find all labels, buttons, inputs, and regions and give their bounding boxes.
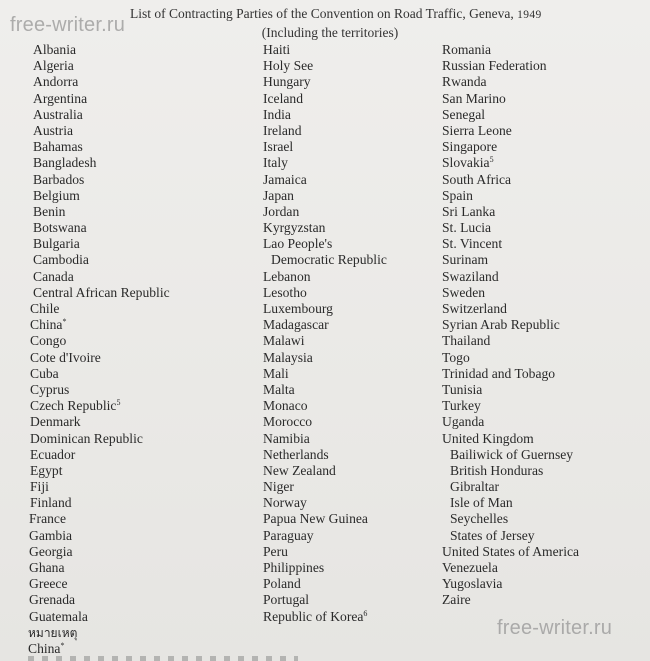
country-entry — [33, 91, 170, 107]
country-entry — [442, 155, 579, 171]
country-entry — [30, 447, 170, 463]
footnote-mark: 5 — [116, 398, 121, 408]
country-name: Belgium — [33, 187, 80, 203]
country-entry — [263, 91, 387, 107]
country-entry — [442, 431, 579, 447]
country-entry — [263, 414, 387, 430]
country-name: Togo — [442, 349, 470, 365]
country-entry — [442, 220, 579, 236]
country-name: Seychelles — [450, 511, 509, 527]
country-entry — [442, 204, 579, 220]
country-entry — [442, 463, 579, 479]
country-name: Cote d'Ivoire — [30, 349, 101, 365]
country-name: Georgia — [29, 543, 73, 559]
country-name: Niger — [263, 479, 294, 495]
country-name: Grenada — [29, 592, 76, 608]
country-name: Yugoslavia — [442, 576, 503, 592]
country-entry — [263, 252, 387, 268]
footnote-mark: 6 — [363, 608, 368, 618]
country-entry — [263, 544, 387, 560]
country-name: Namibia — [263, 430, 310, 446]
country-entry — [442, 42, 579, 58]
country-name: Argentina — [33, 90, 88, 106]
country-name: Romania — [442, 42, 492, 57]
country-entry — [442, 544, 579, 560]
country-name: Iceland — [263, 90, 303, 106]
country-entry — [263, 350, 387, 366]
country-name: Isle of Man — [450, 495, 513, 511]
title-text: List of Contracting Parties of the Convention on Road Traffic, Geneva, — [130, 6, 514, 21]
country-name: Bahamas — [33, 139, 83, 155]
country-name: Denmark — [30, 414, 81, 430]
title-year: 1949 — [517, 9, 542, 21]
country-name: Andorra — [33, 74, 79, 90]
country-entry — [442, 528, 579, 544]
country-entry — [442, 107, 579, 123]
country-entry — [263, 204, 387, 220]
watermark-top: free-writer.ru — [10, 14, 126, 36]
country-name: Dominican Republic — [30, 430, 143, 446]
country-name: Sierra Leone — [442, 122, 512, 138]
country-entry — [263, 42, 387, 58]
country-name: San Marino — [442, 90, 506, 106]
country-name: Switzerland — [442, 301, 507, 316]
country-name: Luxembourg — [263, 301, 333, 316]
country-entry — [29, 609, 170, 625]
country-entry — [30, 382, 170, 398]
country-entry — [33, 204, 170, 220]
country-column-3 — [442, 42, 579, 609]
country-entry — [442, 495, 579, 511]
country-entry — [263, 317, 387, 333]
country-name: Poland — [263, 576, 301, 592]
country-entry — [29, 544, 170, 560]
country-name: Bailiwick of Guernsey — [450, 446, 574, 462]
country-name: Benin — [33, 203, 66, 219]
country-entry — [442, 382, 579, 398]
country-name: Botswana — [33, 220, 87, 236]
country-name: Sweden — [442, 284, 486, 300]
country-name: Rwanda — [442, 74, 487, 90]
country-name: Gibraltar — [450, 479, 500, 495]
country-name: Democratic Republic — [271, 252, 387, 268]
country-name: Portugal — [263, 592, 310, 608]
country-entry — [263, 74, 387, 90]
country-column-1 — [28, 42, 170, 657]
country-name: Russian Federation — [442, 58, 547, 74]
country-entry — [263, 301, 387, 317]
country-name: Singapore — [442, 139, 498, 155]
country-name: Malta — [263, 381, 295, 397]
document-subtitle: (Including the territories) — [261, 25, 399, 40]
country-entry — [30, 301, 170, 317]
country-name: หมายเหตุ — [28, 625, 78, 640]
country-entry — [442, 58, 579, 74]
country-entry — [33, 269, 170, 285]
country-entry — [263, 479, 387, 495]
country-entry — [263, 447, 387, 463]
country-entry — [33, 220, 170, 236]
country-entry — [442, 236, 579, 252]
country-entry — [263, 333, 387, 349]
country-entry — [29, 560, 170, 576]
country-name: New Zealand — [263, 462, 336, 478]
country-name: Holy See — [263, 58, 314, 74]
country-name: Gambia — [29, 527, 73, 543]
country-entry — [33, 285, 170, 301]
country-name: Peru — [263, 543, 288, 559]
country-name: Kyrgyzstan — [263, 220, 326, 236]
country-name: India — [263, 106, 291, 122]
country-entry — [263, 495, 387, 511]
country-name: Canada — [33, 268, 74, 284]
country-name: Malaysia — [263, 349, 313, 365]
country-entry — [263, 528, 387, 544]
country-name: Ecuador — [30, 446, 76, 462]
country-entry — [442, 285, 579, 301]
country-entry — [263, 58, 387, 74]
country-column-2 — [263, 42, 387, 625]
country-entry — [442, 188, 579, 204]
country-name: Albania — [33, 42, 77, 57]
country-entry — [442, 301, 579, 317]
country-name: Zaire — [442, 592, 471, 608]
country-entry — [263, 398, 387, 414]
country-entry — [30, 398, 170, 414]
country-entry — [33, 155, 170, 171]
country-name: Surinam — [442, 252, 489, 268]
country-entry — [263, 107, 387, 123]
country-entry — [33, 107, 170, 123]
country-entry — [33, 123, 170, 139]
country-name: Malawi — [263, 333, 305, 349]
country-entry — [33, 139, 170, 155]
country-entry — [263, 269, 387, 285]
country-entry — [30, 366, 170, 382]
country-entry — [263, 123, 387, 139]
country-name: United States of America — [442, 543, 580, 559]
country-name: China — [28, 640, 61, 656]
country-entry — [30, 463, 170, 479]
cropped-text-fragment — [28, 656, 298, 661]
country-entry — [442, 576, 579, 592]
country-entry — [263, 592, 387, 608]
country-name: States of Jersey — [450, 527, 535, 543]
country-name: Uganda — [442, 414, 485, 430]
country-name: Sri Lanka — [442, 203, 496, 219]
country-name: Australia — [33, 106, 83, 122]
country-entry — [30, 495, 170, 511]
country-entry — [442, 123, 579, 139]
country-name: Morocco — [263, 414, 313, 430]
country-name: Jordan — [263, 203, 300, 219]
country-name: Bulgaria — [33, 236, 80, 252]
country-name: Israel — [263, 139, 294, 155]
country-entry — [442, 269, 579, 285]
country-entry — [30, 350, 170, 366]
country-name: Ghana — [29, 560, 65, 575]
country-name: Jamaica — [263, 171, 307, 187]
country-entry — [29, 511, 170, 527]
country-name: Finland — [30, 495, 72, 511]
country-name: Lebanon — [263, 268, 311, 284]
country-entry — [263, 382, 387, 398]
country-entry — [263, 576, 387, 592]
country-name: Cuba — [30, 365, 59, 381]
country-name: Japan — [263, 187, 294, 203]
country-entry — [30, 414, 170, 430]
country-name: Republic of Korea — [263, 608, 364, 624]
country-name: Papua New Guinea — [263, 511, 368, 527]
country-name: Mali — [263, 365, 289, 381]
country-entry — [263, 366, 387, 382]
country-entry — [33, 172, 170, 188]
country-entry — [29, 528, 170, 544]
footnote-mark: 5 — [489, 155, 494, 165]
country-name: Swaziland — [442, 268, 499, 284]
country-name: Turkey — [442, 398, 481, 414]
country-entry — [442, 592, 579, 608]
country-entry — [30, 479, 170, 495]
country-entry — [28, 625, 170, 641]
country-entry — [263, 463, 387, 479]
country-entry — [30, 333, 170, 349]
country-entry — [442, 139, 579, 155]
country-name: Hungary — [263, 74, 311, 90]
country-name: Austria — [33, 122, 74, 138]
country-name: Cyprus — [30, 381, 70, 397]
country-entry — [442, 252, 579, 268]
country-entry — [33, 42, 170, 58]
country-entry — [263, 609, 387, 625]
country-entry — [442, 317, 579, 333]
country-entry — [33, 236, 170, 252]
country-entry — [442, 91, 579, 107]
country-entry — [263, 220, 387, 236]
country-name: Madagascar — [263, 317, 329, 333]
country-name: France — [29, 511, 66, 527]
country-name: Ireland — [263, 122, 302, 138]
country-name: Norway — [263, 495, 307, 511]
country-name: Lesotho — [263, 284, 307, 300]
country-entry — [263, 172, 387, 188]
country-name: Cambodia — [33, 252, 89, 268]
country-entry — [263, 155, 387, 171]
country-entry — [33, 188, 170, 204]
country-name: Philippines — [263, 560, 325, 575]
country-name: Venezuela — [442, 560, 498, 575]
country-name: St. Vincent — [442, 236, 503, 252]
country-name: Senegal — [442, 106, 486, 122]
country-name: Thailand — [442, 333, 491, 349]
country-entry — [263, 188, 387, 204]
footnote-mark: * — [60, 640, 65, 650]
country-name: Monaco — [263, 398, 308, 414]
country-name: Italy — [263, 155, 288, 171]
country-name: Central African Republic — [33, 284, 170, 300]
country-entry — [442, 560, 579, 576]
country-name: Spain — [442, 187, 473, 203]
country-entry — [442, 414, 579, 430]
country-entry — [442, 479, 579, 495]
country-entry — [442, 172, 579, 188]
country-entry — [442, 447, 579, 463]
country-name: St. Lucia — [442, 220, 492, 236]
country-entry — [263, 236, 387, 252]
country-entry — [33, 252, 170, 268]
country-name: Algeria — [33, 58, 74, 74]
country-name: Tunisia — [442, 381, 483, 397]
country-name: Egypt — [30, 462, 63, 478]
country-entry — [442, 366, 579, 382]
country-entry — [442, 350, 579, 366]
country-name: Haiti — [263, 42, 291, 57]
country-name: Fiji — [30, 479, 49, 495]
document-title — [130, 6, 650, 22]
country-entry — [442, 333, 579, 349]
country-entry — [33, 74, 170, 90]
country-name: United Kingdom — [442, 430, 534, 446]
country-name: China — [30, 317, 63, 333]
country-entry — [263, 285, 387, 301]
country-name: Czech Republic — [30, 398, 117, 414]
footnote-mark: * — [62, 317, 67, 327]
country-name: Guatemala — [29, 608, 88, 624]
country-name: Slovakia — [442, 155, 490, 171]
country-name: Trinidad and Tobago — [442, 365, 556, 381]
country-entry — [263, 511, 387, 527]
country-entry — [29, 576, 170, 592]
country-name: Netherlands — [263, 446, 329, 462]
country-entry — [30, 317, 170, 333]
country-entry — [442, 511, 579, 527]
country-entry — [263, 431, 387, 447]
country-name: Congo — [30, 333, 67, 349]
country-entry — [263, 139, 387, 155]
country-name: South Africa — [442, 171, 512, 187]
country-name: Bangladesh — [33, 155, 97, 171]
country-name: Syrian Arab Republic — [442, 317, 560, 333]
country-name: Paraguay — [263, 527, 314, 543]
country-entry — [442, 398, 579, 414]
country-entry — [30, 431, 170, 447]
country-entry — [442, 74, 579, 90]
country-name: Chile — [30, 301, 60, 316]
country-entry — [29, 592, 170, 608]
country-entry — [28, 641, 170, 657]
country-name: Lao People's — [263, 236, 333, 252]
country-name: Barbados — [33, 171, 85, 187]
watermark-bottom: free-writer.ru — [497, 617, 613, 639]
country-entry — [33, 58, 170, 74]
country-name: British Honduras — [450, 462, 544, 478]
country-entry — [263, 560, 387, 576]
country-name: Greece — [29, 576, 68, 592]
